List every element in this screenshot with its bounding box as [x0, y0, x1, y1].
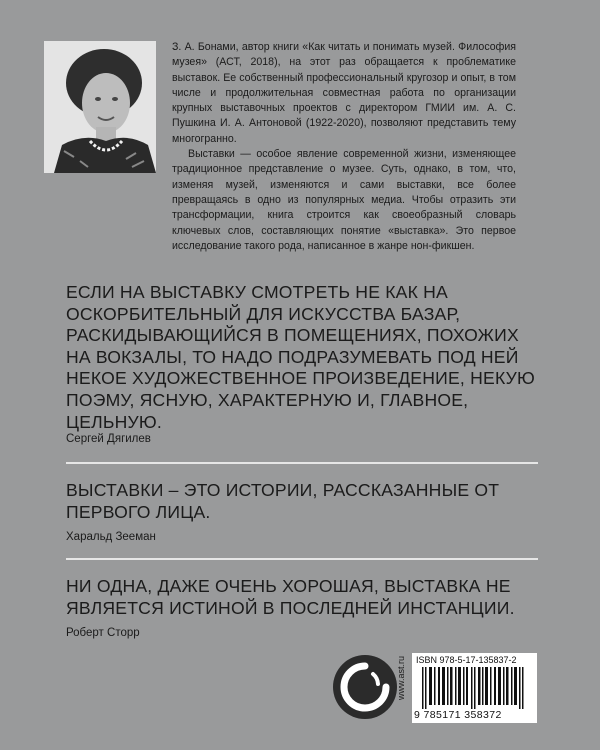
- publisher-site: www.ast.ru: [396, 655, 406, 700]
- divider-2: [66, 558, 538, 560]
- author-portrait: [44, 41, 156, 173]
- quote-2-text: ВЫСТАВКИ – ЭТО ИСТОРИИ, РАССКАЗАННЫЕ ОТ ПЕРВОГО ЛИЦА.: [66, 480, 500, 522]
- isbn-number: ISBN 978-5-17-135837-2: [416, 655, 517, 665]
- quote-3-text: НИ ОДНА, ДАЖЕ ОЧЕНЬ ХОРОШАЯ, ВЫСТАВКА НЕ ЯВЛЯЕТСЯ ИСТИНОЙ В ПОСЛЕДНЕЙ ИНСТАНЦИИ.: [66, 576, 515, 618]
- barcode-digits: 9 785171 358372: [414, 709, 502, 721]
- description-paragraph-2: Выставки — особое явление современной жизни, изменяющее традиционное представление о музее. Суть, однако, в том, что, изменяя музей, изменяются и сами выставки, все более превращаясь в одно из популярных медиа. Чтобы отразить эти трансформации, книга строится как своеобразный словарь ключевых слов, составляющих понятие «выставка». Это первое исследование такого рода, написанное в жанре нон-фикшен.: [172, 148, 516, 252]
- barcode-panel: [412, 653, 537, 723]
- quote-1-author: Сергей Дягилев: [66, 433, 151, 445]
- author-photo: [44, 41, 156, 173]
- quote-3-author: Роберт Сторр: [66, 627, 140, 639]
- quote-1-text: ЕСЛИ НА ВЫСТАВКУ СМОТРЕТЬ НЕ КАК НА ОСКОРБИТЕЛЬНЫЙ ДЛЯ ИСКУССТВА БАЗАР, РАСКИДЫВАЮЩИЙСЯ В ПОМЕЩЕНИЯХ, ПОХОЖИХ НА ВОКЗАЛЫ, ТО НАДО ПОДРАЗУМЕВАТЬ ПОД НЕЙ НЕКОЕ ХУДОЖЕСТВЕННОЕ ПРОИЗВЕДЕНИЕ, НЕКУЮ ПОЭМУ, ЯСНУЮ, ХАРАКТЕРНУЮ И, ГЛАВНОЕ, ЦЕЛЬНУЮ.: [66, 282, 535, 432]
- description-paragraph-1: З. А. Бонами, автор книги «Как читать и понимать музей. Философия музея» (АСТ, 2018), на этот раз обращается к проблематике выставок. Ее собственный профессиональный кругозор и опыт, в том числе и продолжительная совместная работа по организации крупных выставочных проектов с директором ГМИИ им. А. С. Пушкина И. А. Антоновой (1922-2020), позволяют представить тему многогранно.: [172, 41, 516, 145]
- publisher-logo-icon: [332, 654, 398, 720]
- quote-2-author: Харальд Зееман: [66, 531, 156, 543]
- divider-1: [66, 462, 538, 464]
- book-description: [172, 40, 516, 254]
- barcode-icon: [416, 667, 533, 709]
